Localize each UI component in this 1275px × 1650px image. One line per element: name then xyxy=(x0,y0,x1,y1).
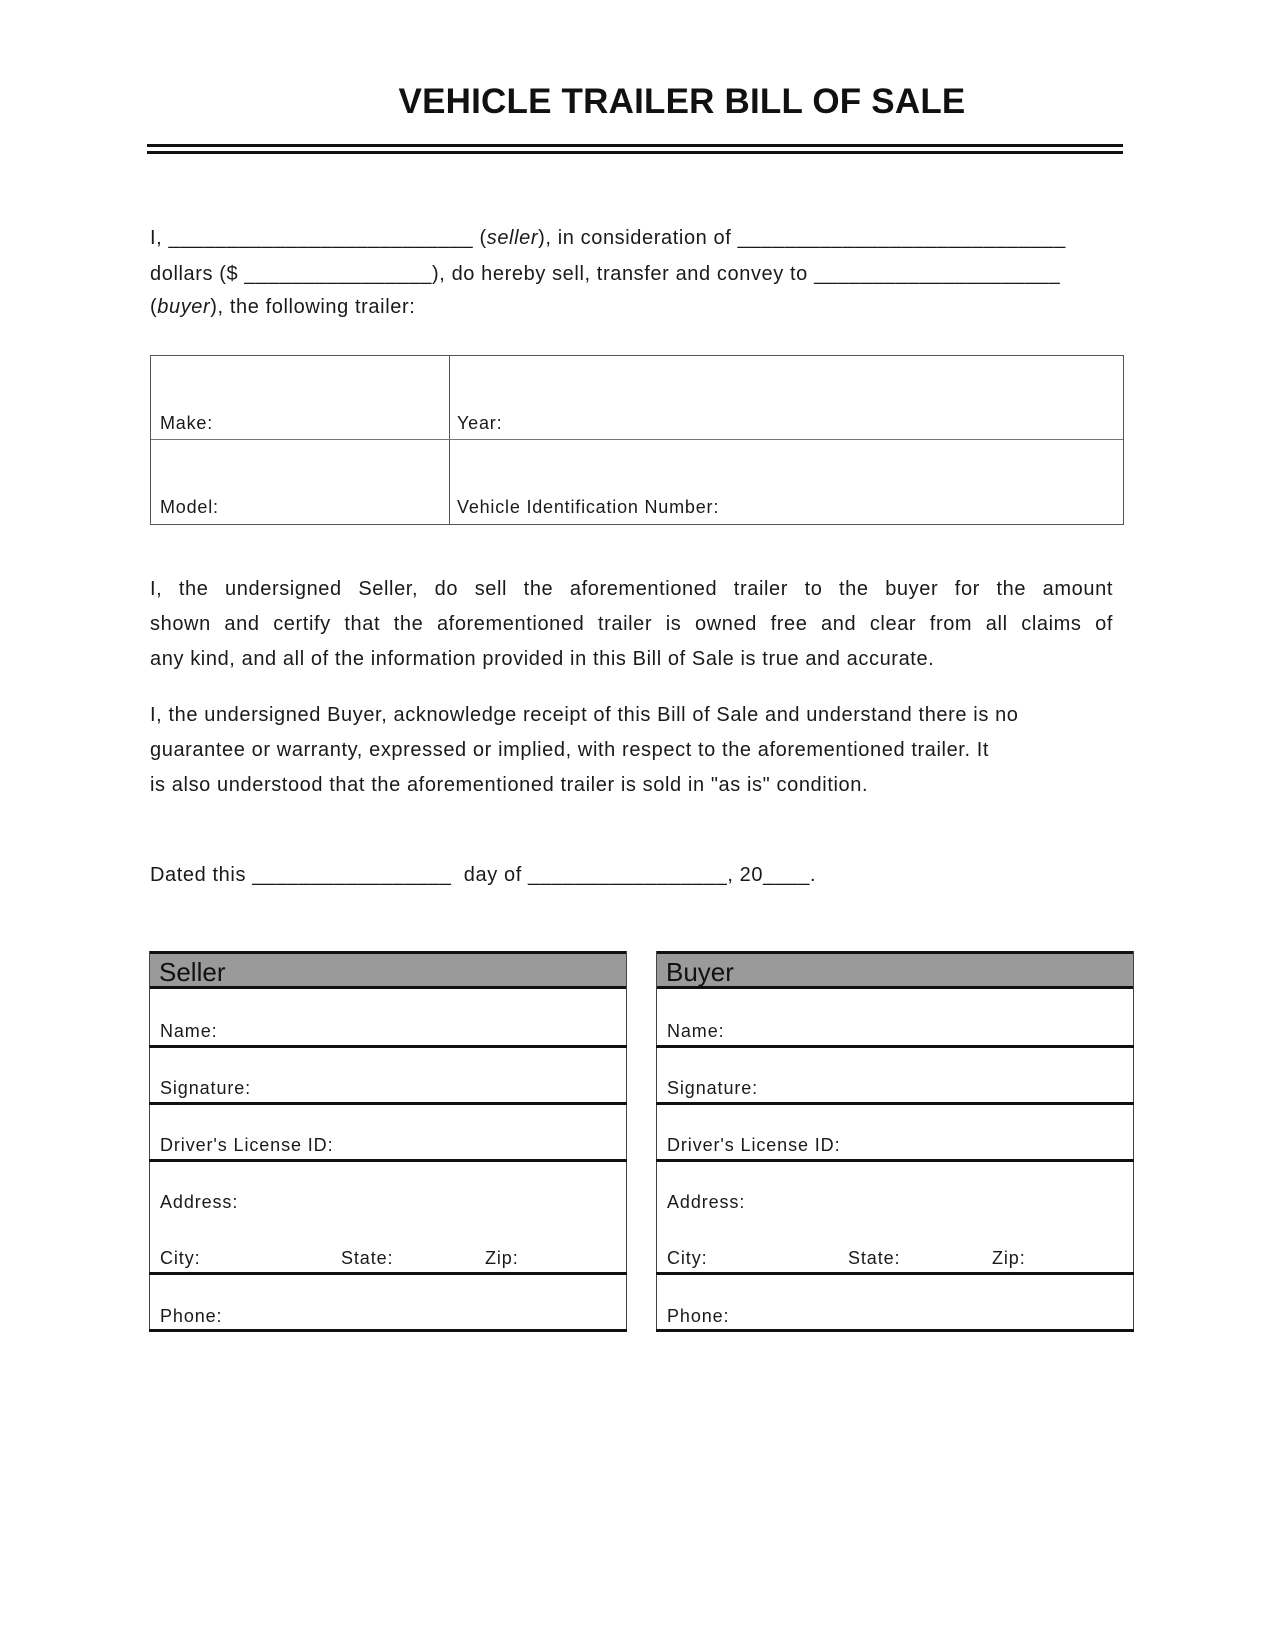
seller-statement-line-1: I, the undersigned Seller, do sell the aforementioned trailer to the buyer for the amount xyxy=(150,578,1113,600)
buyer-header-label: Buyer xyxy=(666,957,734,987)
seller-row-line xyxy=(149,1045,627,1048)
seller-row-line xyxy=(149,1102,627,1105)
seller-zip-field[interactable]: Zip: xyxy=(485,1248,519,1268)
seller-term: seller xyxy=(486,227,539,249)
consideration-text: ), in consideration of xyxy=(538,227,738,249)
buyer-row-line xyxy=(656,1272,1134,1275)
paren-open: ( xyxy=(150,296,158,318)
seller-license-field[interactable]: Driver's License ID: xyxy=(160,1135,334,1155)
dollars-text: dollars ($ xyxy=(150,263,245,285)
intro-prefix: I, xyxy=(150,227,169,249)
title-rule-bottom xyxy=(147,151,1123,154)
seller-header-label: Seller xyxy=(159,957,226,987)
amount-words-blank[interactable]: ____________________________ xyxy=(737,227,1066,249)
buyer-phone-field[interactable]: Phone: xyxy=(667,1306,730,1326)
buyer-row-line xyxy=(656,1159,1134,1162)
buyer-city-field[interactable]: City: xyxy=(667,1248,708,1268)
seller-state-field[interactable]: State: xyxy=(341,1248,394,1268)
buyer-term: buyer xyxy=(157,296,211,318)
buyer-zip-field[interactable]: Zip: xyxy=(992,1248,1026,1268)
make-label: Make: xyxy=(160,413,214,433)
buyer-statement-line-2: guarantee or warranty, expressed or implied, with respect to the aforementioned trailer. It xyxy=(150,739,990,761)
year-label: Year: xyxy=(457,413,503,433)
buyer-row-line xyxy=(656,1045,1134,1048)
buyer-state-field[interactable]: State: xyxy=(848,1248,901,1268)
convey-text: ), do hereby sell, transfer and convey to xyxy=(432,263,815,285)
buyer-row-line xyxy=(656,1329,1134,1332)
seller-info-box xyxy=(149,951,627,1330)
seller-statement-line-2: shown and certify that the aforementioned trailer is owned free and clear from all claims of xyxy=(150,613,1113,635)
seller-row-line xyxy=(149,1159,627,1162)
paren-open: ( xyxy=(473,227,487,249)
buyer-header xyxy=(657,951,1133,989)
buyer-signature-field[interactable]: Signature: xyxy=(667,1078,759,1098)
seller-statement-line-3: any kind, and all of the information provided in this Bill of Sale is true and accurate. xyxy=(150,648,935,670)
seller-name-field[interactable]: Name: xyxy=(160,1021,218,1041)
buyer-row-line xyxy=(656,1102,1134,1105)
seller-header xyxy=(150,951,626,989)
vin-label: Vehicle Identification Number: xyxy=(457,497,720,517)
seller-phone-field[interactable]: Phone: xyxy=(160,1306,223,1326)
buyer-name-field[interactable]: Name: xyxy=(667,1021,725,1041)
buyer-statement-line-3: is also understood that the aforementioned trailer is sold in "as is" condition. xyxy=(150,774,869,796)
seller-row-line xyxy=(149,1272,627,1275)
buyer-info-box xyxy=(656,951,1134,1330)
buyer-address-field[interactable]: Address: xyxy=(667,1192,746,1212)
title-rule-top xyxy=(147,144,1123,147)
intro-line-3 xyxy=(150,296,1130,319)
following-trailer-text: ), the following trailer: xyxy=(210,296,416,318)
intro-line-2 xyxy=(150,263,1130,286)
vehicle-details-table xyxy=(150,355,1124,525)
buyer-license-field[interactable]: Driver's License ID: xyxy=(667,1135,841,1155)
table-row-divider xyxy=(151,439,1123,440)
seller-signature-field[interactable]: Signature: xyxy=(160,1078,252,1098)
buyer-statement-line-1: I, the undersigned Buyer, acknowledge receipt of this Bill of Sale and understand there is no xyxy=(150,704,1019,726)
model-label: Model: xyxy=(160,497,219,517)
document-title: VEHICLE TRAILER BILL OF SALE xyxy=(398,82,966,121)
table-column-divider xyxy=(449,356,450,524)
intro-line-1 xyxy=(150,227,1130,250)
seller-city-field[interactable]: City: xyxy=(160,1248,201,1268)
seller-row-line xyxy=(149,1329,627,1332)
seller-name-blank[interactable]: __________________________ xyxy=(168,227,474,249)
amount-number-blank[interactable]: ________________ xyxy=(244,263,432,285)
seller-address-field[interactable]: Address: xyxy=(160,1192,239,1212)
buyer-name-blank[interactable]: _____________________ xyxy=(814,263,1061,285)
dated-line[interactable]: Dated this _________________ day of _________________, 20____. xyxy=(150,864,817,886)
